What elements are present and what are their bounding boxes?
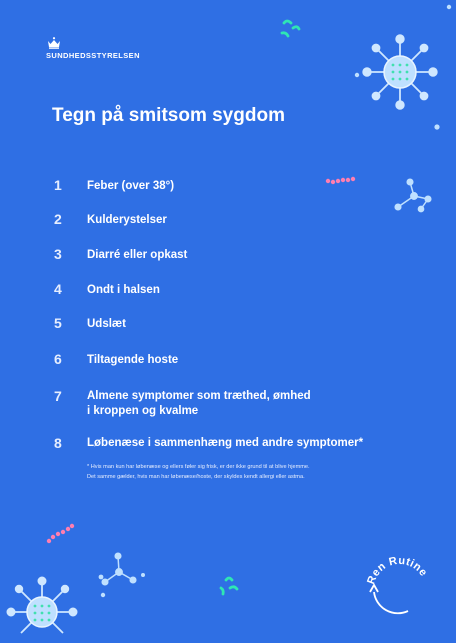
squiggle-decoration bbox=[326, 177, 355, 184]
list-item-number: 8 bbox=[54, 435, 62, 451]
list-item-number: 4 bbox=[54, 281, 62, 297]
campaign-logo-text: Ren Rutine bbox=[365, 554, 430, 586]
org-name: SUNDHEDSSTYRELSEN bbox=[46, 51, 140, 60]
footnote-line: Det samme gælder, hvis man har løbenæse/hoste, der skyldes kendt allergi eller astma. bbox=[87, 474, 305, 480]
dot-decoration bbox=[99, 5, 452, 597]
list-item-label: Ondt i halsen bbox=[87, 284, 160, 296]
list-item-number: 7 bbox=[54, 388, 62, 404]
list-item-number: 6 bbox=[54, 351, 62, 367]
ren-rutine-logo bbox=[365, 555, 429, 613]
footnote-line: * Hvis man kun har løbenæse og ellers føler sig frisk, er der ikke grund til at blive hjemme. bbox=[87, 464, 310, 470]
list-item-label: Diarré eller opkast bbox=[87, 249, 188, 261]
list-item-label: Løbenæse i sammenhæng med andre symptomer* bbox=[87, 437, 364, 449]
list-item-number: 1 bbox=[54, 177, 62, 193]
list-item-label: Kulderystelser bbox=[87, 214, 167, 226]
squiggle-decoration bbox=[47, 524, 74, 543]
list-item-number: 3 bbox=[54, 246, 62, 262]
list-item-label: Udslæt bbox=[87, 318, 126, 330]
page-title: Tegn på smitsom sygdom bbox=[52, 105, 285, 126]
squiggle-decoration bbox=[221, 21, 299, 594]
molecule-illustration bbox=[395, 179, 431, 211]
virus-illustration bbox=[7, 577, 76, 633]
list-item-label-continued: i kroppen og kvalme bbox=[87, 405, 199, 417]
list-item-number: 5 bbox=[54, 315, 62, 331]
list-item-number: 2 bbox=[54, 211, 62, 227]
list-item-label: Feber (over 38°) bbox=[87, 180, 175, 192]
svg-text:Ren Rutine bbox=[365, 555, 429, 586]
molecule-illustration bbox=[102, 553, 136, 585]
virus-illustration bbox=[363, 35, 437, 109]
list-item-label: Almene symptomer som træthed, ømhed bbox=[87, 390, 311, 402]
list-item-label: Tiltagende hoste bbox=[87, 354, 179, 366]
